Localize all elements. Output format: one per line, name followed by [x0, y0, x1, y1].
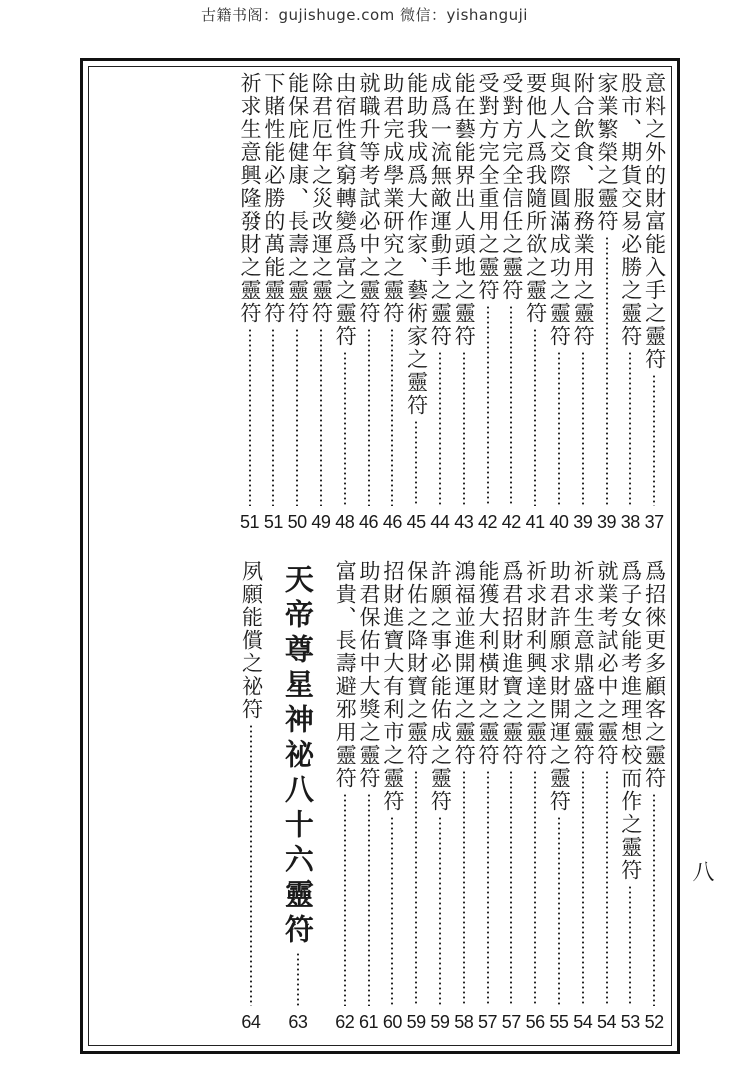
leader-dots: [439, 351, 441, 506]
leader-dots: [653, 793, 655, 1006]
toc-entry-title: 能保庇健康、長壽之靈符: [285, 72, 310, 325]
toc-entry: [476, 72, 500, 532]
toc-page-number: 46: [382, 512, 402, 532]
leader-dots: [558, 351, 560, 506]
toc-entry-title: 爲君招財進寶之靈符: [499, 560, 524, 767]
leader-dots: [653, 374, 655, 506]
watermark-text: 古籍书阁：gujishuge.com 微信：yishanguji: [201, 6, 528, 24]
toc-entry: [571, 72, 595, 532]
toc-page-number: 46: [359, 512, 379, 532]
toc-entry: [595, 72, 619, 532]
leader-dots: [629, 885, 631, 1006]
toc-page-number: 55: [549, 1012, 569, 1032]
toc-entry: [261, 72, 285, 532]
toc-entry-title: 就業考試必中之靈符: [595, 560, 619, 767]
toc-entry: [333, 560, 357, 1032]
toc-page-number: 42: [501, 512, 521, 532]
toc-entry: [428, 560, 452, 1032]
toc-entry-title: 助君許願求財開運之靈符: [547, 560, 572, 813]
toc-entry-title: 祈求生意鼎盛之靈符: [571, 560, 596, 767]
toc-entry: [642, 560, 666, 1032]
toc-page-number: 59: [430, 1012, 450, 1032]
toc-page-number: 50: [287, 512, 307, 532]
leader-dots: [415, 420, 417, 506]
toc-entry-title: 受對方完全重用之靈符: [476, 72, 501, 302]
toc-entry: [323, 560, 333, 1032]
toc-entry: [309, 72, 333, 532]
toc-entry: [263, 560, 273, 1032]
toc-page-number: 45: [406, 512, 426, 532]
toc-page-number: 51: [263, 512, 283, 532]
toc-page-number: 40: [549, 512, 569, 532]
section-heading-title: 天帝尊星神祕八十六靈符: [280, 564, 315, 949]
toc-entry-title: 附合飲食、服務業用之靈符: [571, 72, 596, 348]
toc-page-number: 59: [406, 1012, 426, 1032]
toc-page-number: 38: [620, 512, 640, 532]
leader-dots: [320, 328, 322, 506]
toc-page-number: 54: [596, 1012, 617, 1032]
toc-page-number: 51: [240, 512, 260, 532]
toc-entry-title: 與人之交際圓滿成功之靈符: [547, 72, 572, 348]
toc-page-number: 60: [382, 1012, 402, 1032]
toc-entry: [380, 72, 404, 532]
toc-entry: [547, 560, 571, 1032]
toc-entry-title: 助君保佑中大獎之靈符: [357, 560, 382, 790]
toc-entry-title: 下賭性能必勝的萬能靈符: [261, 72, 286, 325]
toc-entry-title: 保佑之降財寶之靈符: [404, 560, 429, 767]
toc-entry-title: 受對方完全信任之靈符: [499, 72, 524, 302]
toc-entry-title: 許願之事必能佑成之靈符: [428, 560, 453, 813]
toc-page-number: 64: [241, 1012, 261, 1032]
leader-dots: [344, 351, 346, 506]
leader-dots: [606, 236, 608, 506]
leader-dots: [391, 816, 393, 1006]
toc-entry: [476, 560, 500, 1032]
leader-dots: [368, 328, 370, 506]
toc-entry: [239, 560, 263, 1032]
toc-entry: [357, 72, 381, 532]
toc-entry-title: 夙願能償之祕符: [239, 560, 264, 721]
toc-entry: [404, 72, 428, 532]
toc-entry-title: 能在藝能界出人頭地之靈符: [452, 72, 477, 348]
toc-page-number: 58: [454, 1012, 474, 1032]
toc-page-number: 39: [573, 512, 593, 532]
toc-page-number: 39: [596, 512, 617, 532]
leader-dots: [249, 328, 251, 506]
toc-entry: [523, 72, 547, 532]
toc-entry-title: 由宿性貧窮轉變爲富之靈符: [333, 72, 358, 348]
toc-page-number: 62: [335, 1012, 355, 1032]
toc-entry-title: 要他人爲我隨所欲之靈符: [523, 72, 548, 325]
leader-dots: [463, 351, 465, 506]
leader-dots: [439, 816, 441, 1006]
toc-entry: [452, 560, 476, 1032]
toc-page-number: 37: [644, 512, 664, 532]
leader-dots: [606, 770, 608, 1006]
toc-entry: [595, 560, 619, 1032]
toc-entry: [499, 560, 523, 1032]
leader-dots: [250, 724, 252, 1006]
toc-entry: [238, 72, 262, 532]
leader-dots: [368, 793, 370, 1006]
toc-page-number: 56: [525, 1012, 545, 1032]
toc-entry: [404, 560, 428, 1032]
toc-entry-title: 除君厄年之災改運之靈符: [309, 72, 334, 325]
leader-dots: [534, 328, 536, 506]
toc-entry: [642, 72, 666, 532]
leader-dots: [558, 816, 560, 1006]
leader-dots: [582, 351, 584, 506]
toc-entry-title: 成爲一流無敵運動手之靈符: [428, 72, 453, 348]
leader-dots: [272, 328, 274, 506]
toc-page-number: 57: [478, 1012, 498, 1032]
toc-entry-title: 鴻福並進開運之靈符: [452, 560, 477, 767]
leader-dots: [582, 770, 584, 1006]
leader-dots: [534, 770, 536, 1006]
toc-page-number: 53: [620, 1012, 640, 1032]
toc-entry: [571, 560, 595, 1032]
toc-entry-title: 祈求財利興達之靈符: [523, 560, 548, 767]
toc-entry: [523, 560, 547, 1032]
toc-entry-title: 爲招徠更多顧客之靈符: [642, 560, 667, 790]
toc-entry-title: 富貴、長壽避邪用靈符: [333, 560, 358, 790]
leader-dots: [510, 305, 512, 506]
toc-entry-title: 爲子女能考進理想校而作之靈符: [618, 560, 643, 882]
toc-entry: [547, 72, 571, 532]
page-marker: 八: [689, 860, 714, 882]
toc-entry-title: 就職升等考試必中之靈符: [357, 72, 382, 325]
leader-dots: [415, 770, 417, 1006]
toc-page-number: 52: [644, 1012, 664, 1032]
toc-page-number: 54: [573, 1012, 593, 1032]
toc-entry: [618, 72, 642, 532]
section-heading: [273, 560, 323, 1032]
leader-dots: [297, 952, 299, 1006]
toc-entry: [333, 72, 357, 532]
leader-dots: [391, 328, 393, 506]
leader-dots: [463, 770, 465, 1006]
toc-entry-title: 招財進寶大有利市之靈符: [380, 560, 405, 813]
leader-dots: [296, 328, 298, 506]
toc-page-number: 41: [525, 512, 545, 532]
toc-entry: [380, 560, 404, 1032]
toc-entry: [452, 72, 476, 532]
toc-entry-title: 意料之外的財富能入手之靈符: [642, 72, 667, 371]
toc-page-number: 43: [454, 512, 474, 532]
leader-dots: [487, 770, 489, 1006]
toc-entry-title: 能獲大利橫財之靈符: [476, 560, 501, 767]
leader-dots: [344, 793, 346, 1006]
toc-entry-title: 家業繁榮之靈符: [595, 72, 619, 233]
toc-entry: [285, 72, 309, 532]
toc-entry: [618, 560, 642, 1032]
toc-entry-title: 能助我成爲大作家、藝術家之靈符: [404, 72, 429, 417]
toc-top-section: [90, 72, 666, 532]
leader-dots: [629, 351, 631, 506]
toc-entry-title: 股市、期貨交易必勝之靈符: [618, 72, 643, 348]
toc-entry: [357, 560, 381, 1032]
toc-page-number: 61: [359, 1012, 379, 1032]
toc-bottom-section: [90, 560, 666, 1032]
toc-page-number: 42: [478, 512, 498, 532]
toc-entry-title: 助君完成學業研究之靈符: [380, 72, 405, 325]
toc-entry: [499, 72, 523, 532]
toc-page-number: 49: [311, 512, 331, 532]
toc-entry: [428, 72, 452, 532]
leader-dots: [510, 770, 512, 1006]
toc-page-number: 48: [335, 512, 355, 532]
leader-dots: [487, 305, 489, 506]
toc-page-number: 63: [288, 1012, 308, 1032]
toc-page-number: 44: [430, 512, 450, 532]
toc-entry-title: 祈求生意興隆發財之靈符: [238, 72, 263, 325]
toc-page-number: 57: [501, 1012, 521, 1032]
